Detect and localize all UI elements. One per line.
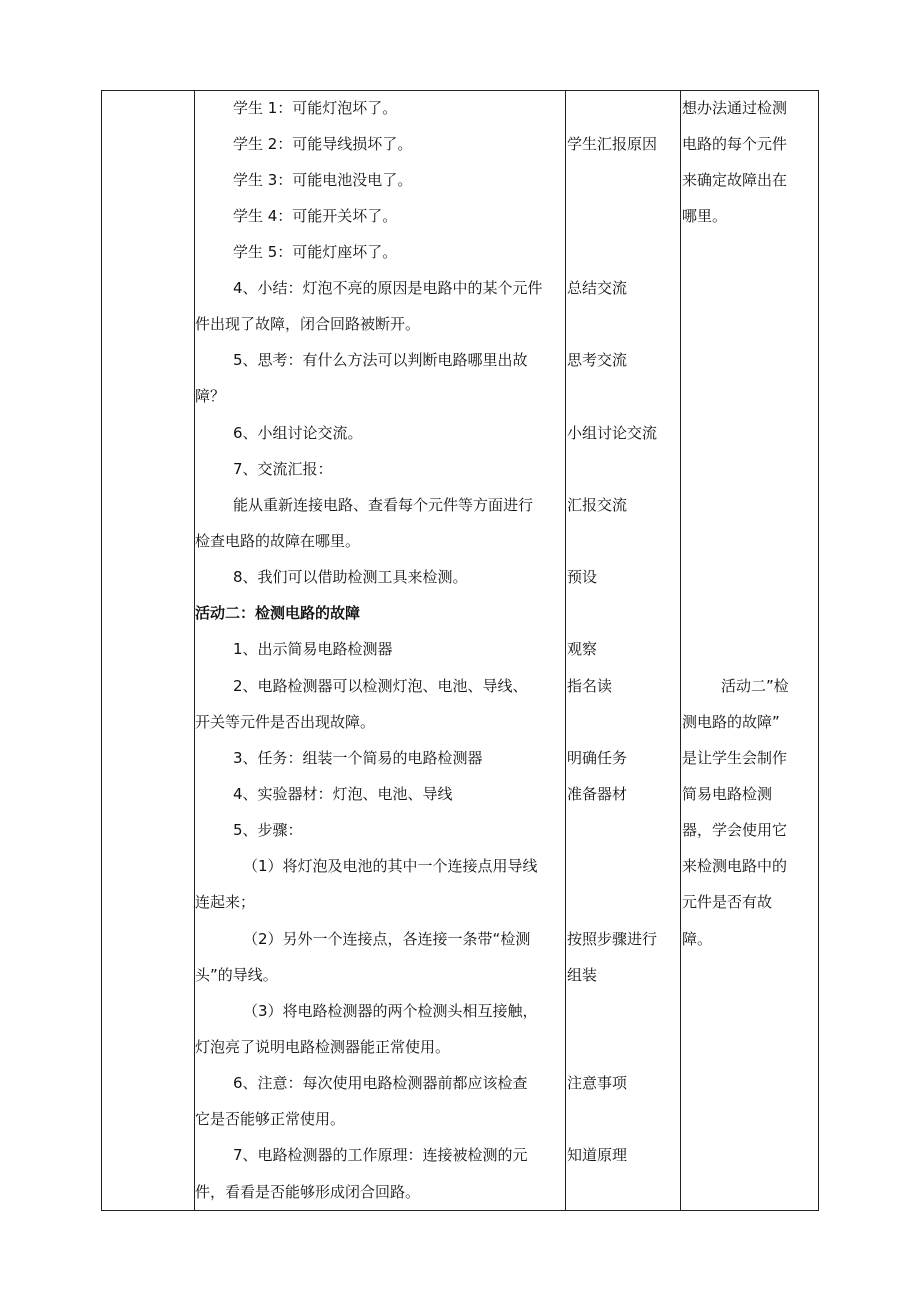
process-line: 8、我们可以借助检测工具来检测。	[233, 568, 468, 586]
design-note: 器，学会使用它	[682, 821, 788, 839]
student-activity: 明确任务	[567, 749, 628, 767]
process-line: 学生 4：可能开关坏了。	[233, 207, 398, 225]
process-line: 7、交流汇报：	[233, 460, 333, 478]
section-heading: 活动二：检测电路的故障	[195, 604, 361, 622]
process-line: 学生 3：可能电池没电了。	[233, 171, 413, 189]
process-line: 5、思考：有什么方法可以判断电路哪里出故	[233, 351, 528, 369]
design-note: 障。	[682, 930, 713, 948]
process-line: 障？	[195, 387, 226, 405]
process-line: 连起来；	[195, 893, 256, 911]
student-activity: 总结交流	[567, 279, 628, 297]
student-activity: 预设	[567, 568, 598, 586]
student-activity: 小组讨论交流	[567, 424, 658, 442]
process-line: 件，看看是否能够形成闭合回路。	[195, 1183, 421, 1201]
design-note: 是让学生会制作	[682, 749, 788, 767]
student-activity: 知道原理	[567, 1146, 628, 1164]
student-activity: 准备器材	[567, 785, 628, 803]
column-divider	[680, 91, 681, 1210]
process-line: 它是否能够正常使用。	[195, 1110, 346, 1128]
process-line: 头”的导线。	[195, 966, 278, 984]
process-line: 5、步骤：	[233, 821, 303, 839]
student-activity: 学生汇报原因	[567, 135, 658, 153]
process-line: 4、小结：灯泡不亮的原因是电路中的某个元件	[233, 279, 543, 297]
design-note: 简易电路检测	[682, 785, 773, 803]
design-note: 哪里。	[682, 207, 728, 225]
design-note: 测电路的故障”	[682, 713, 780, 731]
process-line: 1、出示简易电路检测器	[233, 640, 393, 658]
process-line: 检查电路的故障在哪里。	[195, 532, 361, 550]
process-line: 4、实验器材：灯泡、电池、导线	[233, 785, 453, 803]
student-activity: 指名读	[567, 677, 613, 695]
student-activity: 组装	[567, 966, 598, 984]
process-line: 开关等元件是否出现故障。	[195, 713, 376, 731]
student-activity: 观察	[567, 640, 598, 658]
process-line: 6、注意：每次使用电路检测器前都应该检查	[233, 1074, 528, 1092]
process-line: 6、小组讨论交流。	[233, 424, 363, 442]
design-note: 活动二”检	[721, 677, 789, 695]
process-line: （2）另外一个连接点，各连接一条带“检测	[243, 930, 531, 948]
student-activity: 汇报交流	[567, 496, 628, 514]
process-line: 学生 5：可能灯座坏了。	[233, 243, 398, 261]
design-note: 想办法通过检测	[682, 99, 788, 117]
process-line: （3）将电路检测器的两个检测头相互接触，	[243, 1002, 538, 1020]
design-note: 元件是否有故	[682, 893, 773, 911]
process-line: （1）将灯泡及电池的其中一个连接点用导线	[243, 857, 538, 875]
student-activity: 注意事项	[567, 1074, 628, 1092]
process-line: 件出现了故障，闭合回路被断开。	[195, 315, 421, 333]
process-line: 灯泡亮了说明电路检测器能正常使用。	[195, 1038, 451, 1056]
process-line: 能从重新连接电路、查看每个元件等方面进行	[233, 496, 534, 514]
column-divider	[565, 91, 566, 1210]
design-note: 来确定故障出在	[682, 171, 788, 189]
design-note: 电路的每个元件	[682, 135, 788, 153]
process-line: 学生 2：可能导线损坏了。	[233, 135, 413, 153]
process-line: 7、电路检测器的工作原理：连接被检测的元	[233, 1146, 528, 1164]
process-line: 3、任务：组装一个简易的电路检测器	[233, 749, 483, 767]
design-note: 来检测电路中的	[682, 857, 788, 875]
process-line: 2、电路检测器可以检测灯泡、电池、导线、	[233, 677, 528, 695]
student-activity: 按照步骤进行	[567, 930, 658, 948]
student-activity: 思考交流	[567, 351, 628, 369]
process-line: 学生 1：可能灯泡坏了。	[233, 99, 398, 117]
